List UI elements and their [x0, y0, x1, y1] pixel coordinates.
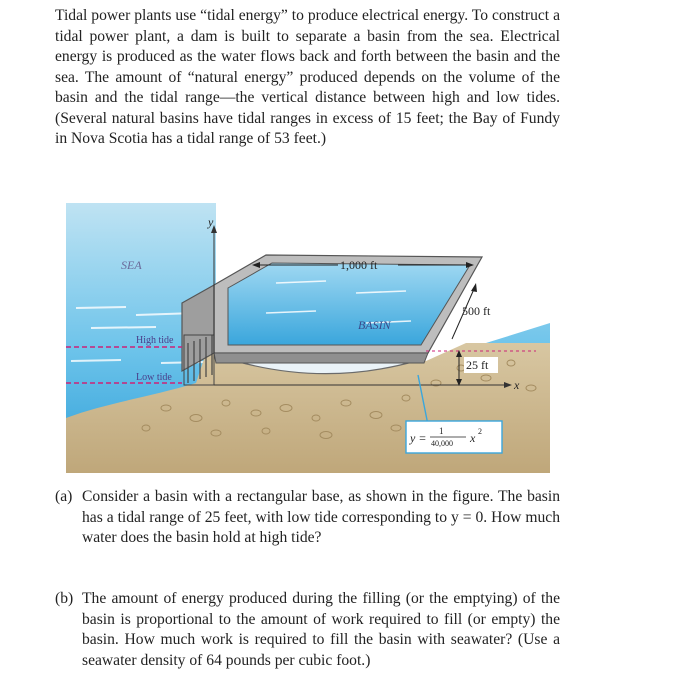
- basin-label: BASIN: [358, 318, 391, 332]
- equation-prefix: y =: [410, 431, 427, 445]
- question-b-text: The amount of energy produced during the filling (or the emptying) of the basin is proportional to the amount of work required to fill (or empty) the basin. How much work is required to fill the basin with seawater? (Use a seawater density of 64 pounds per cubic foot.): [82, 590, 560, 669]
- question-a-text: Consider a basin with a rectangular base, as shown in the figure. The basin has a tidal range of 25 feet, with low tide corresponding to y = 0. How much water does the basin hold at high tide?: [82, 488, 560, 546]
- tidal-basin-figure: [66, 203, 550, 473]
- figure-illustration: [66, 203, 550, 473]
- sea-label: SEA: [121, 258, 142, 272]
- low-tide-label: Low tide: [136, 372, 172, 383]
- question-b: [55, 589, 560, 671]
- length-label: 1,000 ft: [340, 258, 378, 272]
- y-axis-label: y: [208, 215, 214, 229]
- intro-paragraph: Tidal power plants use “tidal energy” to produce electrical energy. To construct a tidal power plant, a dam is built to separate a basin from the sea. Electrical energy is produced as the water flows back and forth between the basin and the sea. The amount of “natural energy” produced depends on the volume of the basin and the tidal range—the vertical distance between high and low tides. (Several natural basins have tidal ranges in excess of 15 feet; the Bay of Fundy in Nova Scotia has a tidal range of 53 feet.): [55, 7, 560, 147]
- range-label: 25 ft: [466, 358, 489, 372]
- question-b-label: (b): [55, 590, 74, 607]
- high-tide-label: High tide: [136, 335, 174, 346]
- equation-numerator: 1: [439, 426, 444, 436]
- equation-denominator: 40,000: [431, 439, 453, 448]
- equation-variable: x: [470, 431, 476, 445]
- width-label: 500 ft: [462, 304, 491, 318]
- question-a-label: (a): [55, 488, 73, 505]
- question-a: [55, 487, 560, 549]
- equation-exponent: 2: [478, 427, 482, 436]
- basin-front-wall: [214, 353, 428, 363]
- x-axis-label: x: [514, 378, 520, 392]
